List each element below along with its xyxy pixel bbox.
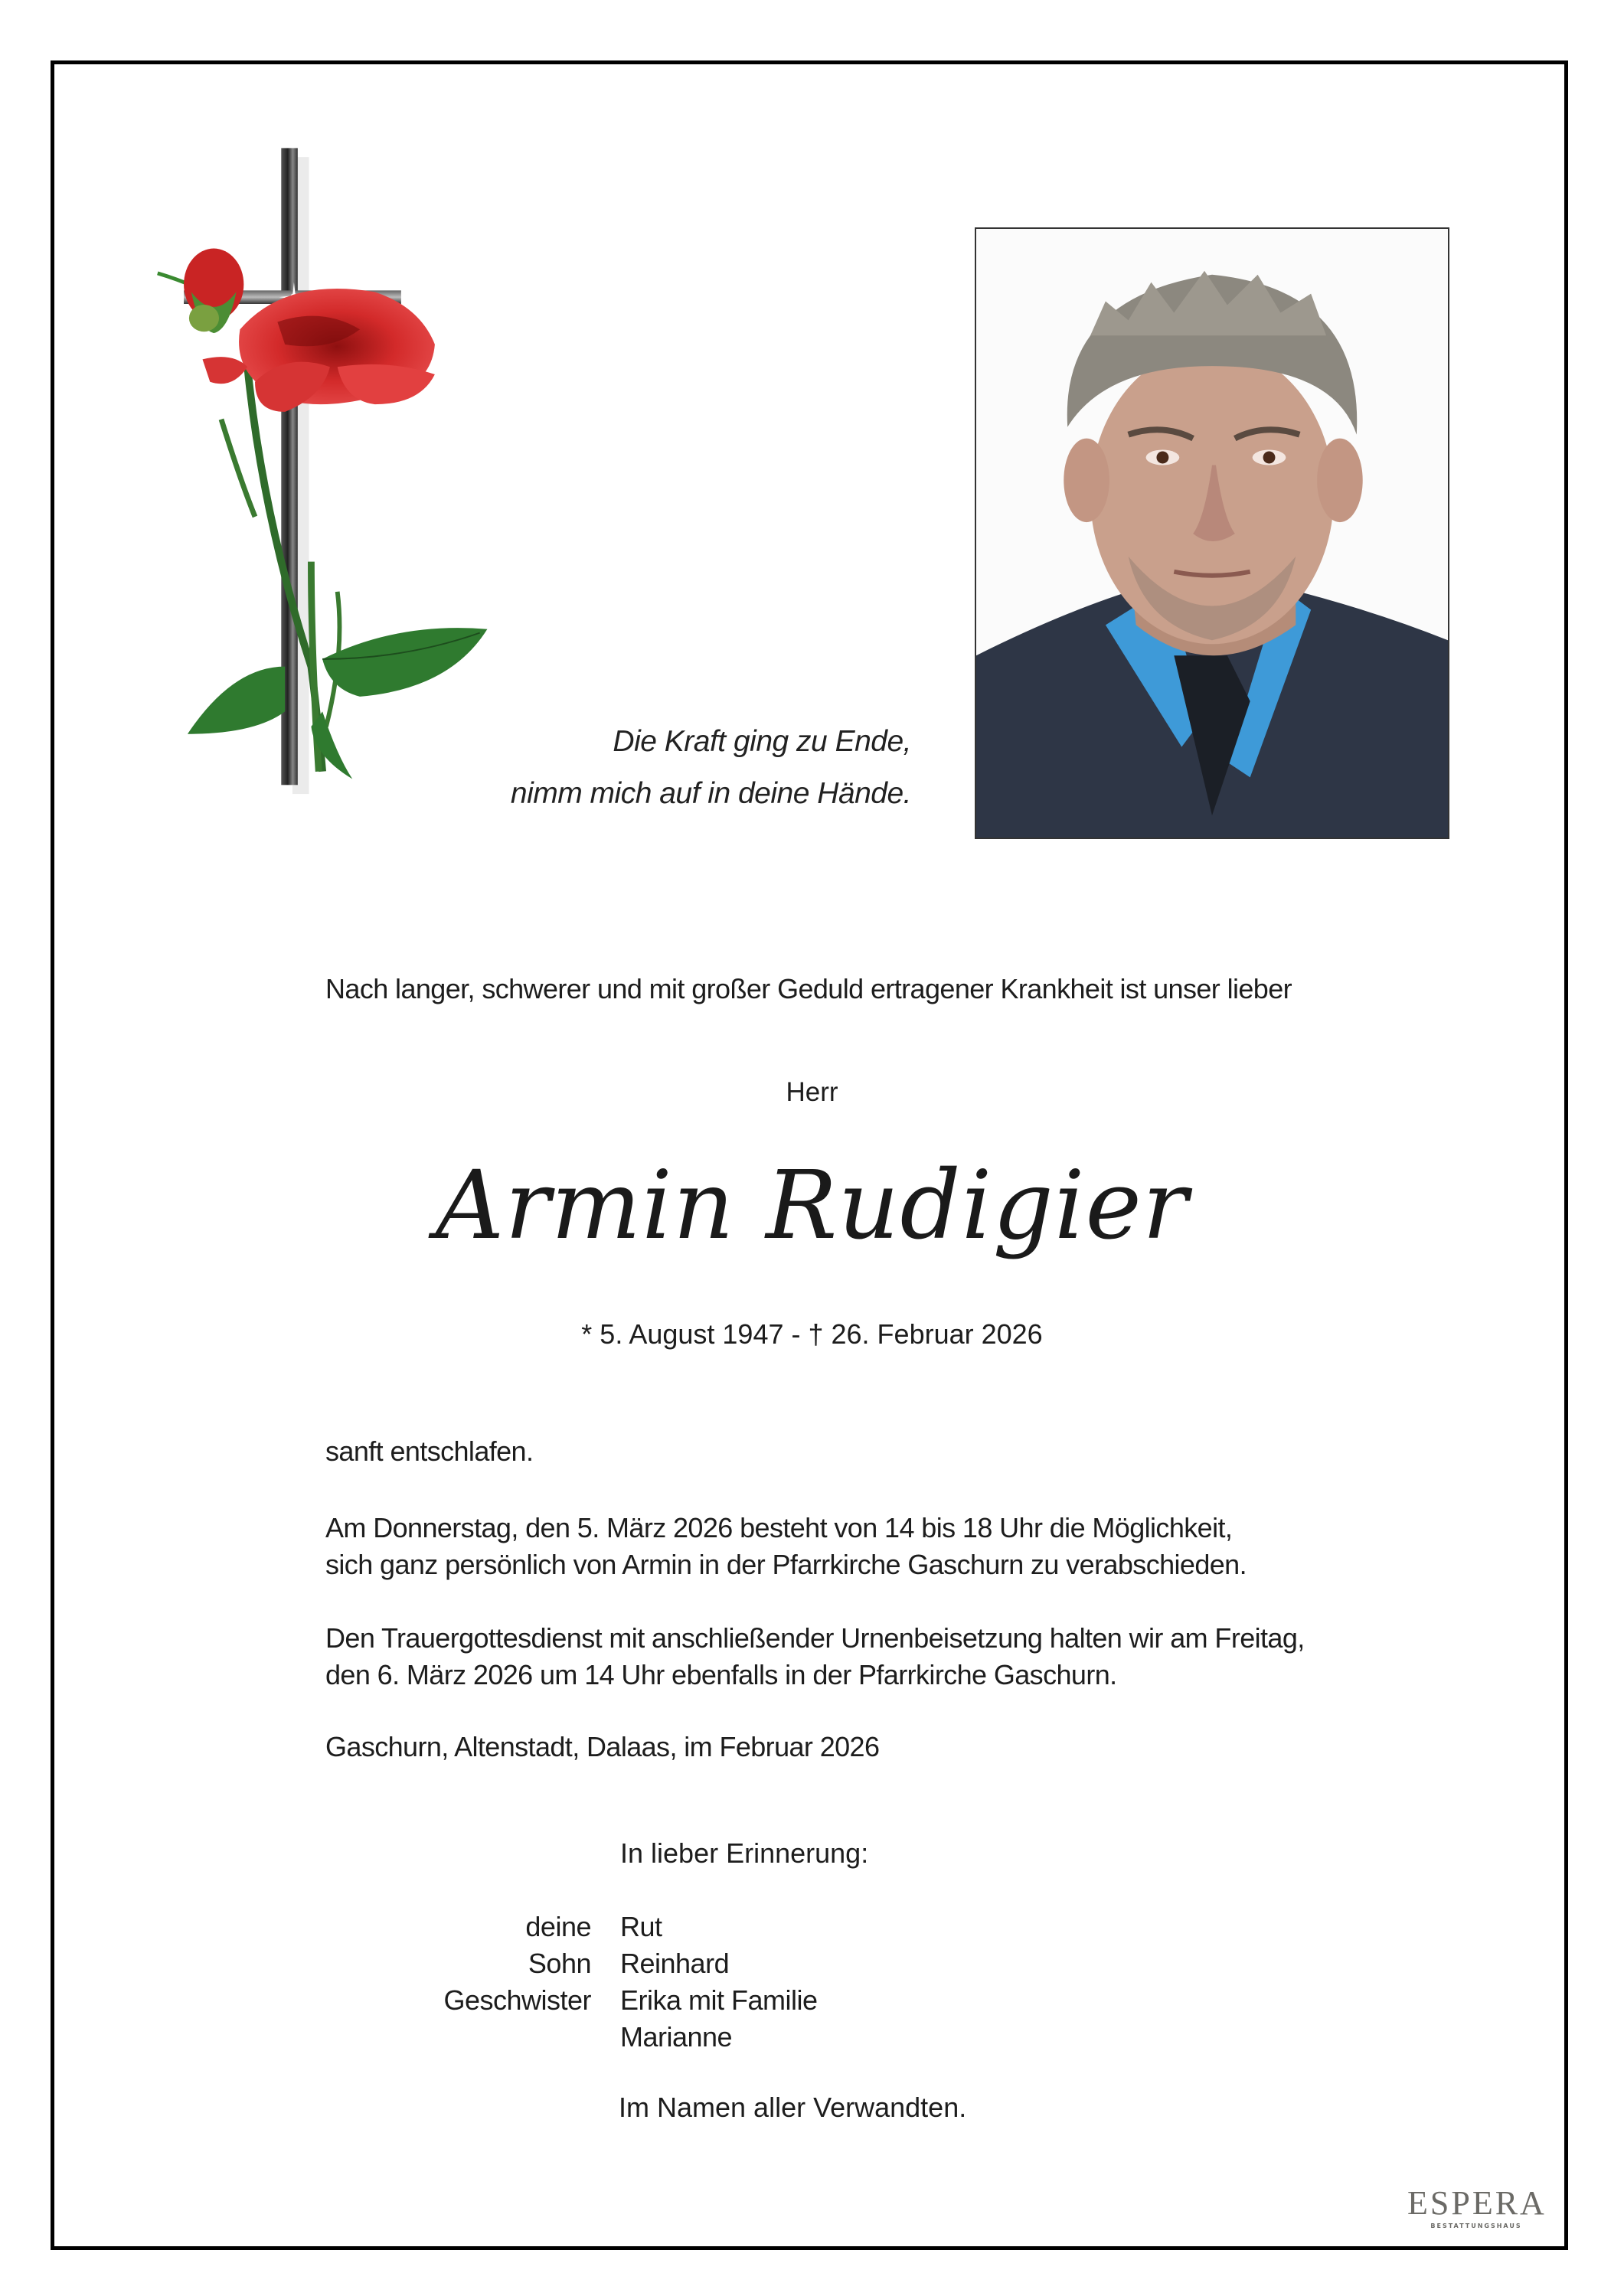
funeral-home-logo — [1407, 2186, 1545, 2232]
farewell-paragraph — [325, 1510, 1247, 1583]
intro-text: Nach langer, schwerer und mit großer Geduld ertragener Krankheit ist unser lieber — [325, 973, 1292, 1004]
logo-wordmark: ESPERA — [1407, 2184, 1547, 2222]
service-line-1: Den Trauergottesdienst mit anschließender Urnenbeisetzung halten wir am Freitag, — [325, 1622, 1305, 1654]
mourner-name: Marianne — [620, 2021, 733, 2053]
mourner-row — [413, 1909, 818, 1945]
passed-text: sanft entschlafen. — [325, 1435, 534, 1467]
deceased-name: Armin Rudigier — [435, 1151, 1189, 1261]
service-paragraph — [325, 1620, 1305, 1693]
mourners-list — [413, 1909, 818, 2056]
mourner-name: Rut — [620, 1911, 662, 1942]
farewell-line-1: Am Donnerstag, den 5. März 2026 besteht von 14 bis 18 Uhr die Möglichkeit, — [325, 1512, 1233, 1543]
mourner-row — [413, 2019, 818, 2056]
farewell-line-2: sich ganz persönlich von Armin in der Pfarrkirche Gaschurn zu verabschieden. — [325, 1549, 1247, 1580]
life-dates: * 5. August 1947 - † 26. Februar 2026 — [581, 1318, 1043, 1350]
mourner-relation: Geschwister — [443, 1984, 591, 2016]
place-date: Gaschurn, Altenstadt, Dalaas, im Februar 2026 — [325, 1731, 880, 1762]
closing-text: Im Namen aller Verwandten. — [619, 2092, 967, 2123]
portrait-photo — [975, 227, 1449, 839]
mourner-name: Reinhard — [620, 1948, 730, 1979]
service-line-2: den 6. März 2026 um 14 Uhr ebenfalls in der Pfarrkirche Gaschurn. — [325, 1659, 1117, 1690]
mourner-row — [413, 1945, 818, 1982]
verse-line-1: Die Kraft ging zu Ende, — [613, 725, 911, 758]
mourner-row — [413, 1982, 818, 2019]
memory-heading: In lieber Erinnerung: — [620, 1837, 869, 1869]
verse — [429, 716, 911, 820]
verse-line-2: nimm mich auf in deine Hände. — [510, 777, 911, 810]
mourner-relation: Sohn — [528, 1948, 591, 1979]
salutation: Herr — [786, 1077, 838, 1107]
mourner-name: Erika mit Familie — [620, 1984, 818, 2016]
person-portrait-icon — [976, 229, 1448, 838]
logo-subtitle: BESTATTUNGSHAUS — [1430, 2223, 1522, 2229]
mourner-relation: deine — [525, 1911, 591, 1942]
